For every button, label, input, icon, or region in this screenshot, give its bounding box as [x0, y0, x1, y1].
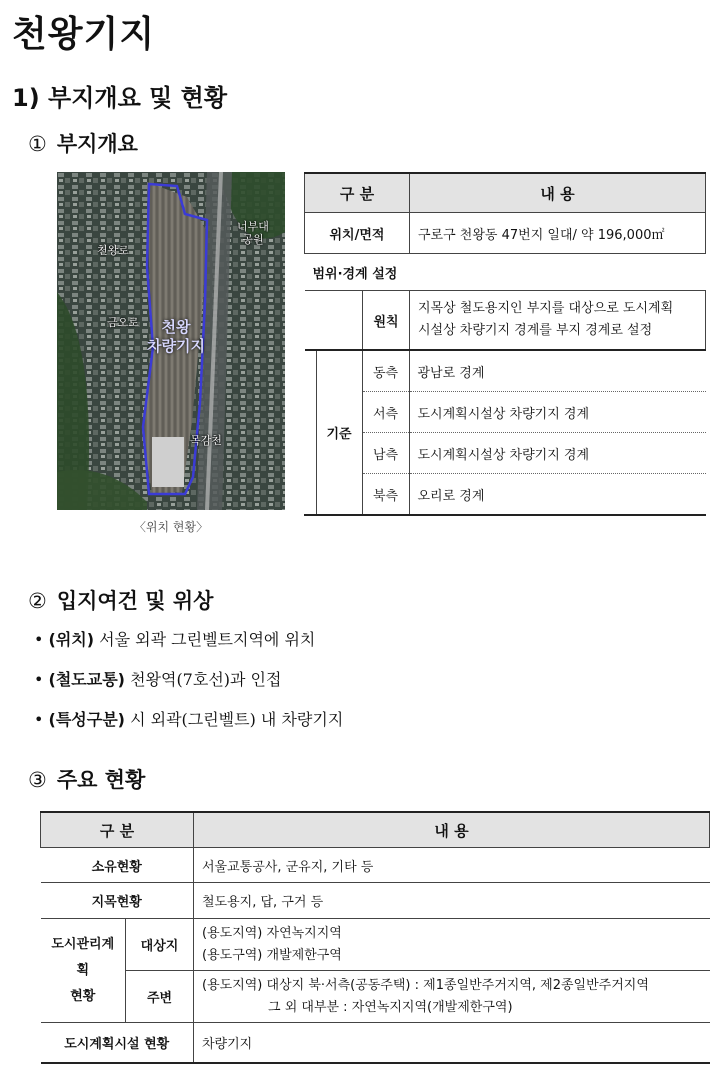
subheading-number: ②	[28, 589, 47, 613]
subheading-site-overview	[28, 128, 138, 158]
urban-label-line: 도시관리계획	[51, 936, 115, 978]
urban-label-line: 현황	[70, 988, 96, 1004]
principle-line: 시설상 차량기지 경계를 부지 경계로 설정	[418, 323, 653, 338]
bullet-item: • (위치) 서울 외곽 그린벨트지역에 위치	[34, 630, 316, 649]
subheading-number: ③	[28, 768, 47, 792]
indent-cell	[304, 351, 316, 515]
table-row	[41, 1023, 710, 1063]
standard-side: 서측	[362, 392, 409, 433]
standard-value: 도시계획시설상 차량기지 경계	[409, 392, 706, 433]
table-row	[304, 433, 706, 474]
row-value-principle	[410, 291, 706, 351]
map-label-mokgamcheon: 목감천	[190, 434, 222, 447]
principle-line: 지목상 철도용지인 부지를 대상으로 도시계획	[418, 301, 674, 316]
row-value-location: 구로구 천왕동 47번지 일대/ 약 196,000㎡	[410, 213, 706, 254]
subheading-label: 주요 현황	[56, 768, 146, 792]
table-row	[304, 392, 706, 433]
map-label-park: 너부대 공원	[237, 220, 269, 246]
bullet-list	[34, 620, 343, 740]
table-row	[41, 883, 710, 919]
row-label-range: 범위·경계 설정	[305, 254, 706, 291]
row-value-landcat: 철도용지, 답, 구거 등	[194, 883, 710, 919]
target-line: (용도지역) 자연녹지지역	[202, 925, 342, 941]
row-value-facility: 차량기지	[194, 1023, 710, 1063]
page-title: 천왕기지	[12, 14, 156, 55]
table-row	[41, 971, 710, 1023]
standard-value: 오리로 경계	[409, 474, 706, 516]
subheading-number: ①	[28, 132, 47, 156]
standard-side: 북측	[362, 474, 409, 516]
table-header-row	[41, 812, 710, 848]
map-caption: 〈위치 현황〉	[133, 520, 209, 534]
table-row	[304, 351, 706, 392]
bullet-key: (특성구분)	[48, 710, 125, 729]
table-row	[304, 474, 706, 516]
row-label-ownership: 소유현황	[41, 848, 194, 883]
around-line: 그 외 대부분 : 자연녹지지역(개발제한구역)	[268, 999, 513, 1015]
map-label-geumo-ro: 금오로	[107, 316, 139, 329]
row-label-location: 위치/면적	[305, 213, 410, 254]
row-label-principle: 원칙	[363, 291, 410, 351]
map-label-cheonwang-ro: 천왕로	[97, 244, 129, 257]
bullet-key: (위치)	[48, 630, 95, 649]
standard-side: 남측	[362, 433, 409, 474]
row-value-target	[194, 919, 710, 971]
row-label-urban	[41, 919, 126, 1023]
standard-side: 동측	[362, 351, 409, 392]
subheading-label: 부지개요	[56, 132, 138, 156]
header-category: 구 분	[305, 173, 410, 213]
standard-rows-table	[304, 351, 706, 516]
bullet-text: 시 외곽(그린벨트) 내 차량기지	[124, 710, 344, 729]
bullet-text: 천왕역(7호선)과 인접	[124, 670, 282, 689]
row-label-standard: 기준	[316, 351, 362, 515]
bullet-key: (철도교통)	[48, 670, 125, 689]
subheading-location-conditions	[28, 585, 213, 615]
row-label-around: 주변	[126, 971, 194, 1023]
subheading-label: 입지여건 및 위상	[56, 589, 214, 613]
row-label-target: 대상지	[126, 919, 194, 971]
table-row	[305, 213, 706, 254]
bullet-item: • (특성구분) 시 외곽(그린벨트) 내 차량기지	[34, 710, 344, 729]
target-line: (용도구역) 개발제한구역	[202, 947, 342, 963]
major-status-table	[40, 811, 710, 1064]
table-row	[305, 254, 706, 291]
standard-value: 도시계획시설상 차량기지 경계	[409, 433, 706, 474]
table-row	[41, 919, 710, 971]
row-value-ownership: 서울교통공사, 군유지, 기타 등	[194, 848, 710, 883]
header-content: 내 용	[194, 812, 710, 848]
header-content: 내 용	[410, 173, 706, 213]
row-value-around	[194, 971, 710, 1023]
section-heading-overview: 1) 부지개요 및 현황	[12, 84, 228, 112]
row-label-facility: 도시계획시설 현황	[41, 1023, 194, 1063]
bullet-item: • (철도교통) 천왕역(7호선)과 인접	[34, 670, 282, 689]
around-line: (용도지역) 대상지 북·서측(공동주택) : 제1종일반주거지역, 제2종일반주거지역	[202, 977, 649, 993]
table-header-row	[305, 173, 706, 213]
table-row	[41, 848, 710, 883]
aerial-map	[57, 172, 285, 510]
header-category: 구 분	[41, 812, 194, 848]
site-overview-table	[304, 172, 706, 351]
bullet-text: 서울 외곽 그린벨트지역에 위치	[94, 630, 316, 649]
standard-value: 광남로 경계	[409, 351, 706, 392]
table-row	[305, 291, 706, 351]
indent-cell	[305, 291, 363, 351]
subheading-major-status	[28, 764, 145, 794]
row-label-landcat: 지목현황	[41, 883, 194, 919]
map-label-base: 천왕 차량기지	[147, 318, 205, 355]
